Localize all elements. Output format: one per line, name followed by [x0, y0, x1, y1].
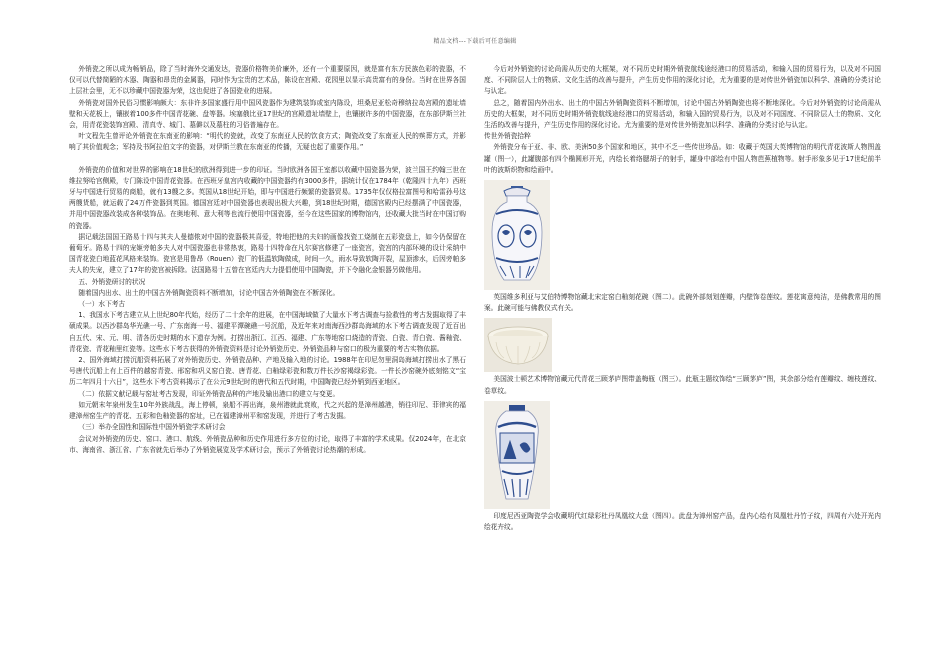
section-heading: 传世外销瓷拾粹 [484, 132, 531, 141]
right-column [484, 64, 881, 533]
figure-caption: 英国维多利亚与艾伯特博物馆藏北宋定窑白釉刻花碗（图二）。此碗外部刻划莲瓣，内壁饰卷莲纹。莲花寓意纯洁，是佛教常用的图案。此碗可能与佛教仪式有关。 [484, 293, 881, 313]
figure-caption: 印度尼西亚陶瓷学会收藏明代红绿彩杜丹凤凰纹大盘（图四）。此盘为漳州窑产品，盘内心绘有凤凰牡丹竹子纹，四周有六处开光内绘花卉纹。 [484, 511, 881, 532]
paragraph: 外销瓷分布于亚、非、欧、美洲50多个国家和地区，其中不乏一些传世珍品。如：收藏于英国大英博物馆的明代青花波斯人物图盖罐（图一），此罐腹部有四个椭圆形开光，内绘长着络腮胡子的射手，罐身中部绘有中国人物芭蕉植物等。射手形象多见于17世纪前半叶的波斯织物和绘画中。 [484, 143, 881, 174]
paragraph: 外销瓷之所以成为畅销品，除了当时海外交通发达，瓷器价格物美价廉外，还有一个重要原因，就是富有东方民族色彩的瓷器，不仅可以代替简陋的木器、陶器和昂贵的金属器，同时作为宝贵的艺术品，陈设在宫殿、花园里以显示高贵富有的身份。当时在世界各国上层社会里，无不以珍藏中国瓷器为荣，这也促进了各国瓷业的进展。 [69, 65, 466, 96]
paragraph: 外销瓷对国外民俗习惯影响颇大：东非许多国家盛行用中国风瓷器作为建筑装饰或室内陈设，坦桑尼亚松奇穆纳拉岛宫殿的遗址墙壁和天花板上，镶嵌着100多件中国青花碗、盘等器。埃塞俄比亚17世纪的宫殿遗址墙壁上，也镶嵌许多的中国瓷器，在东部伊斯兰社会，用青花瓷装饰宫殿、清真寺、城门、墓僻以及墓柱的习俗普遍存在。 [69, 98, 466, 130]
subsection-heading: （一）水下考古 [78, 300, 126, 309]
paragraph: 今后对外销瓷的讨论尚需从历史的大框架，对不同历史时期外销瓷航线途经港口的贸易活动，和输入国的贸易行为，以及对不同国度、不同阶层人士的物质、文化生活的改善与提升，产生历史作用的深化讨论，尤为重要的是对传世外销瓷加以科学、准确的分类讨论与认定。 [484, 65, 881, 96]
subsection-heading: （三）举办全国性和国际性中国外销瓷学术研讨会 [78, 423, 226, 432]
blue-white-covered-jar-image [484, 180, 550, 290]
paragraph: 叶文程先生曾评论外销瓷在东南亚的影响：“明代的瓷就，改变了东南亚人民的饮食方式；陶瓷改变了东南亚人民的殡葬方式，并影响了其价值观念；军持及书阿拉伯文字的瓷器，对伊斯兰教在东南亚的传播，无疑也起了重要作用。” [69, 132, 466, 152]
paragraph: 随着国内出水、出土的中国古外销陶瓷资料不断增加，讨论中国古外销陶瓷在不断深化。 [78, 288, 340, 297]
paragraph: 外销瓷的价值和对世界的影响在18世纪的欧洲得到进一步的印证。当时欧洲各国王室都以收藏中国瓷器为荣，波兰国王约翰三世在维拉努哈宫侧殿，专门陈设中国青花瓷器。在西班牙皇宫内收藏的中国瓷器约有3000多件，据统计仅在1784年（乾隆四十九年）西班牙与中国进行贸易的商船，就有13艘之多。英国从18世纪开始，即与中国进行频繁的瓷器贸易。1735年仅仅格拉富图号和哈雷孙号这两艘货船，就运载了24万件瓷器到英国。德国宫廷对中国瓷器也表现出极大兴趣，到18世纪时期，德国宫殿内已经摆满了中国瓷器，并用中国瓷器改装成各种装饰品。在奥地利、意大利等也流行使用中国瓷器，至今在这些国家的博物馆内，还收藏大批当时在中国订购的瓷器。 [69, 165, 466, 230]
section-heading: 五、外销瓷研讨的状况 [78, 277, 146, 286]
paragraph: 会议对外销瓷的历史、窑口、港口、航线、外销瓷品种和历史作用进行多方位的讨论，取得了丰富的学术成果。仅2024年，在北京市、海南省、浙江省、广东省就先后举办了外销瓷展览及学术研讨会，预示了外销瓷讨论热潮的形成。 [69, 434, 466, 454]
subsection-heading: （二）依据文献记载与窑址考古发现，印证外销瓷品种的产地及输出港口的建立与变更。 [78, 389, 340, 398]
white-carved-bowl-image [484, 318, 552, 372]
paragraph: 2、国外海域打捞沉船资料拓展了对外销瓷历史、外销瓷品种、产地及输入地的讨论。1988年在印尼勿里洞岛海域打捞出水了黑石号唐代沉船上有上百件的越窑青瓷、邢窑和巩义窑白瓷、唐青花、白釉绿彩瓷和数万件长沙窑褐绿彩瓷。一件长沙窑碗外底刻铭文“宝历二年四月十六日”，这些水下考古资料揭示了在公元9世纪时的唐代和五代时期，中国陶瓷已经外销到西亚地区。 [69, 356, 466, 387]
paragraph: 总之，随着国内外出水、出土的中国古外销陶瓷资料不断增加，讨论中国古外销陶瓷也将不断地深化。今后对外销瓷的讨论尚需从历史的大框架，对不同历史时期外销瓷航线途经港口的贸易活动，和输入国的贸易行为，以及对不同国度、不同阶层人士的物质、文化生活的改善与提升，产生历史作用的深化讨论。尤为重要的是对传世外销瓷加以科学、准确的分类讨论与认定。 [484, 98, 881, 130]
page-header: 精品文档---下载后可任意编辑 [433, 38, 517, 45]
paragraph: 据记载法国国王路易十四与其夫人曼德侬对中国的瓷器极其喜爱，特地把他的夫妇的画像找瓷工烧制在五彩瓷盘上，如今仍保留在葡萄牙。路易十四的宠姬旁帕多夫人对中国瓷器也非常热衷，路易十四特命在凡尔赛宫修建了一座瓷宫，瓷宫的内部环境的设计采纳中国青花瓷白地蓝花风格来装饰。瓷宫是用鲁昂（Rouen）瓷厂的低温软陶做成，时间一久，雨水导致软陶开裂，屋顶渗水，后因旁帕多夫人的失宠，建立了17年的瓷宫被拆除。法国路易十五曾在宫廷内大力提倡使用中国陶瓷，并下令融化金银器另做他用。 [69, 232, 466, 275]
spacer [69, 154, 466, 165]
left-column [69, 64, 466, 456]
blue-white-meiping-vase-image [484, 401, 550, 509]
figure-caption: 美国波士顿艺术博物馆藏元代青花三顾茅庐图带盖梅瓶（图三）。此瓶主题纹饰绘“三顾茅庐”图，其余部分绘有莲瓣纹、缠枝莲纹、卷草纹。 [484, 375, 881, 395]
paragraph: 如元朝末年泉州发生10年外族战乱，海上停顿，泉船不再出海，泉州港就此衰败，代之兴起的是漳州越港，销往印尼、菲律宾的福建漳州窑生产的青花、五彩和色釉瓷器的窑址，已在福建漳州平和窑发现，并进行了考古发掘。 [69, 400, 466, 421]
paragraph: 1、我国水下考古建立从上世纪80年代始，经历了二十余年的进展，在中国海域做了大量水下考古调查与捡救性的考古发掘取得了丰硕成果。以西沙群岛华光礁一号、广东南海一号、福建平潭碗礁一号沉船，及近年来对南海西沙群岛海域的水下考古调查发现了近百出自五代、宋、元、明、清各历史时期的水下遗存为例。打捞出浙江、江西、福建、广东等地窑口烧造的青瓷、白瓷、青白瓷、酱釉瓷、青花瓷、青花釉里红瓷等。这些水下考古获得的外销瓷资料是讨论外销瓷历史、外销瓷品种与窑口的极为重要的考古实物依据。 [69, 311, 466, 353]
